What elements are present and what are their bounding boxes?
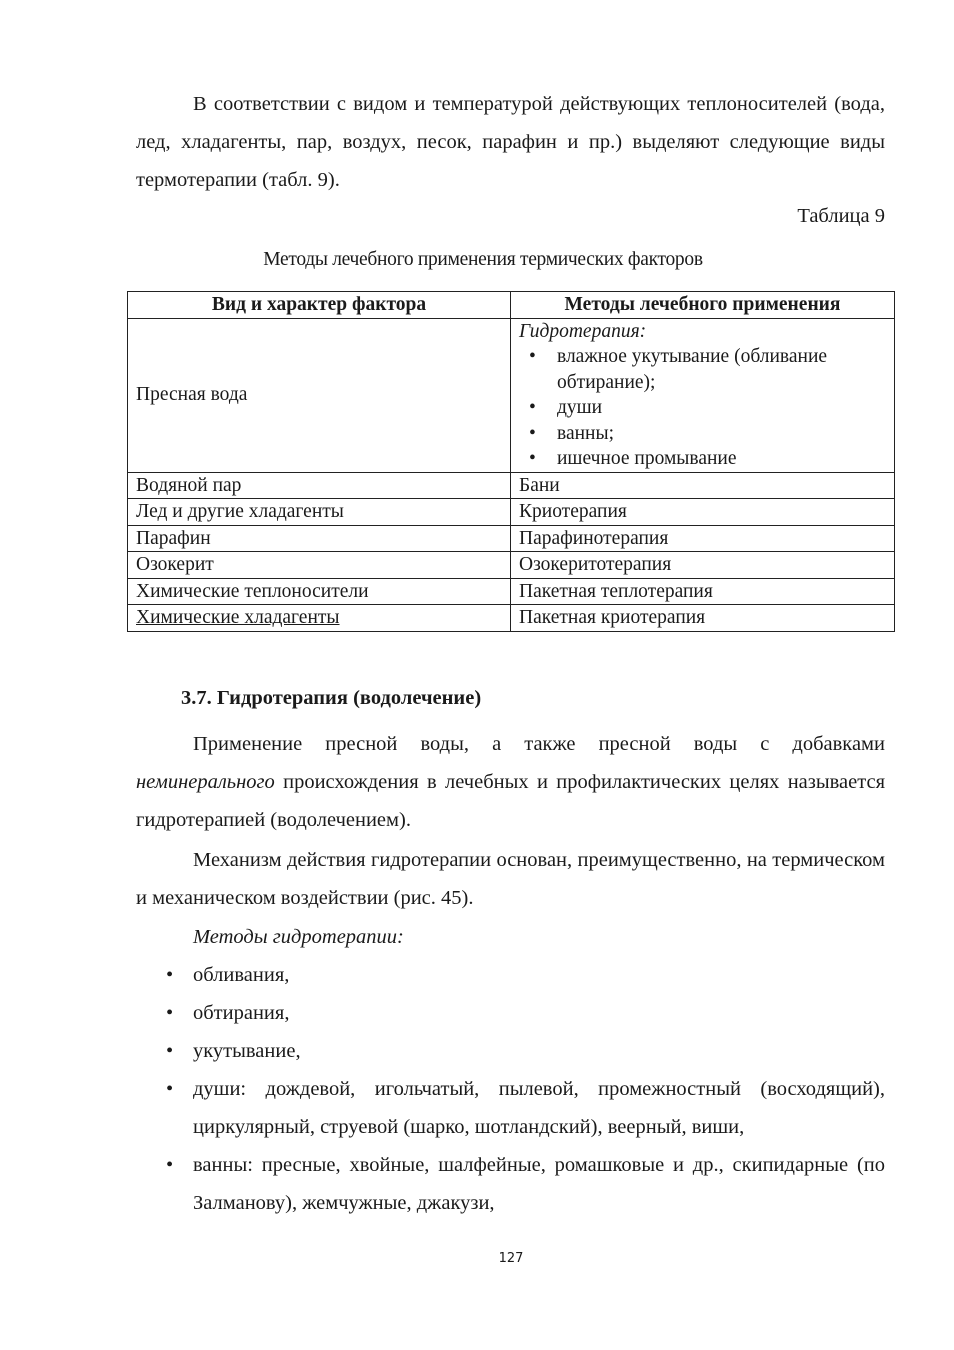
table-row [128, 525, 895, 552]
table-header-methods: Методы лечебного применения [511, 292, 895, 319]
table-cell-factor: Водяной пар [128, 472, 511, 499]
table-number: Таблица 9 [797, 205, 885, 227]
hydrotherapy-methods-list [136, 956, 885, 1222]
table-cell-methods: Пакетная криотерапия [511, 605, 895, 632]
list-item: • укутывание, [136, 1032, 885, 1070]
table-row [128, 499, 895, 526]
paragraph-text: происхождения в лечебных и профилактических целях называется гидротерапией (водолечением). [136, 771, 885, 831]
mechanism-paragraph: Механизм действия гидротерапии основан, преимущественно, на термическом и механическом воздействии (рис. 45). [136, 849, 885, 909]
table-caption: Методы лечебного применения термических факторов [263, 249, 703, 270]
intro-paragraph: В соответствии с видом и температурой действующих теплоносителей (вода, лед, хладагенты, пар, воздух, песок, парафин и пр.) выделяют следующие виды термотерапии (табл. 9). [136, 93, 885, 191]
table-cell-factor: Озокерит [128, 552, 511, 579]
table-row [128, 318, 895, 472]
table-cell-factor: Химические теплоносители [128, 578, 511, 605]
table-cell-factor [128, 605, 511, 632]
table-cell-methods: Озокеритотерапия [511, 552, 895, 579]
list-item: • обливания, [136, 956, 885, 994]
table-row [128, 552, 895, 579]
section-heading: 3.7. Гидротерапия (водолечение) [181, 687, 482, 709]
table-cell-methods: Криотерапия [511, 499, 895, 526]
thermal-factors-table [127, 291, 895, 632]
table-cell-methods: Пакетная теплотерапия [511, 578, 895, 605]
hydrotherapy-title: Гидротерапия: [519, 320, 647, 342]
table-cell-methods: Парафинотерапия [511, 525, 895, 552]
table-row [128, 605, 895, 632]
italic-term: неминерального [136, 771, 275, 793]
table-cell-methods: Бани [511, 472, 895, 499]
list-item: • влажное укутывание (обливание обтирание); [557, 344, 886, 395]
methods-heading: Методы гидротерапии: [193, 926, 404, 948]
table-cell-factor: Лед и другие хладагенты [128, 499, 511, 526]
paragraph-text: Применение пресной воды, а также пресной воды с добавками [193, 733, 885, 755]
table-header-factor: Вид и характер фактора [128, 292, 511, 319]
table-row [128, 472, 895, 499]
table-row [128, 578, 895, 605]
page-number: 127 [498, 1251, 524, 1266]
table-cell-methods [511, 318, 895, 472]
table-cell-factor: Парафин [128, 525, 511, 552]
table-header-row [128, 292, 895, 319]
list-item: • души [557, 395, 886, 421]
hydrotherapy-definition-paragraph [136, 725, 885, 839]
list-item: • ванны; [557, 421, 886, 447]
underlined-factor-text: Химические хладагенты [136, 607, 340, 628]
list-item: • ванны: пресные, хвойные, шалфейные, ромашковые и др., скипидарные (по Залманову), жемчужные, джакузи, [136, 1146, 885, 1222]
hydrotherapy-list [519, 344, 886, 472]
list-item: • ишечное промывание [557, 446, 886, 472]
table-cell-factor: Пресная вода [128, 318, 511, 472]
list-item: • души: дождевой, игольчатый, пылевой, промежностный (восходящий), циркулярный, струевой (шарко, шотландский), веерный, виши, [136, 1070, 885, 1146]
list-item: • обтирания, [136, 994, 885, 1032]
